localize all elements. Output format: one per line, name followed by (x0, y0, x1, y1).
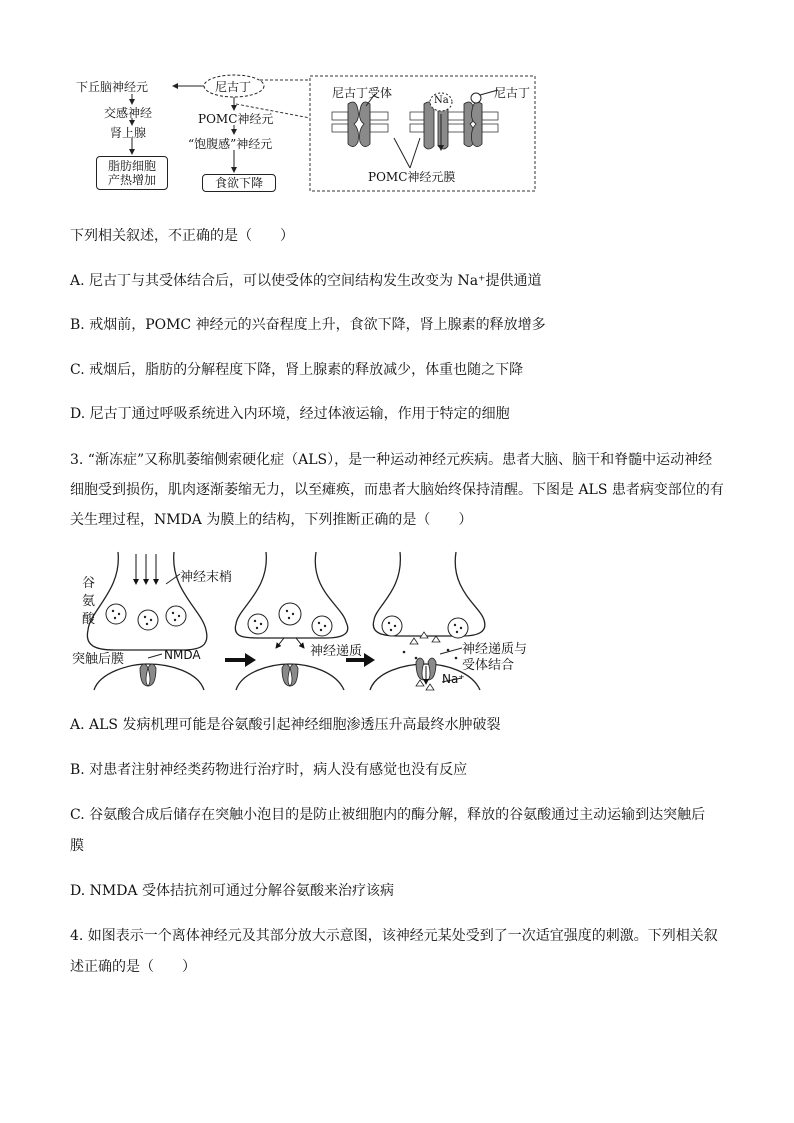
satiety-label: “饱腹感”神经元 (188, 137, 273, 151)
postsynaptic-label: 突触后膜 (72, 652, 125, 667)
membrane-label: POMC神经元膜 (368, 170, 456, 184)
figure-synapse-drawing (70, 550, 550, 695)
receptor-label: 尼古丁受体 (332, 86, 393, 100)
q3-line3: 关生理过程，NMDA 为膜上的结构，下列推断正确的是（ ） (70, 512, 473, 528)
q2-option-c: C. 戒烟后，脂肪的分解程度下降，肾上腺素的释放减少，体重也随之下降 (70, 362, 524, 378)
appetite-box: 食欲下降 (202, 174, 276, 192)
neurotransmitter-label: 神经递质 (310, 644, 363, 659)
q3-option-c-cont: 膜 (70, 838, 84, 854)
q4-line1: 4. 如图表示一个离体神经元及其部分放大示意图，该神经元某处受到了一次适宜强度的刺激。下列相关叙 (70, 928, 718, 944)
fat-cell-box (96, 156, 168, 190)
pomc-label: POMC神经元 (198, 112, 274, 126)
q2-stem: 下列相关叙述，不正确的是（ ） (70, 228, 294, 244)
adrenal-label: 肾上腺 (110, 126, 147, 140)
q2-option-d: D. 尼古丁通过呼吸系统进入内环境，经过体液运输，作用于特定的细胞 (70, 406, 510, 422)
nicotine-label: 尼古丁 (494, 86, 531, 100)
q2-option-a: A. 尼古丁与其受体结合后，可以使受体的空间结构发生改变为 Na⁺提供通道 (70, 273, 542, 289)
nicotine-oval-label: 尼古丁 (215, 80, 252, 94)
q4-line2: 述正确的是（ ） (70, 959, 196, 975)
glutamate-label-2: 氨 (82, 594, 96, 609)
binding-label-1: 神经递质与 (462, 642, 528, 657)
binding-label-2: 受体结合 (462, 658, 515, 673)
q3-line1: 3. “渐冻症”又称肌萎缩侧索硬化症（ALS），是一种运动神经元疾病。患者大脑、脑干和脊髓中运动神经 (70, 452, 713, 468)
figure-synapse (70, 550, 550, 695)
q3-option-a: A. ALS 发病机理可能是谷氨酸引起神经细胞渗透压升高最终水肿破裂 (70, 717, 501, 733)
q2-option-b: B. 戒烟前，POMC 神经元的兴奋程度上升，食欲下降，肾上腺素的释放增多 (70, 317, 546, 333)
glutamate-label-1: 谷 (82, 576, 96, 591)
q3-option-b: B. 对患者注射神经类药物进行治疗时，病人没有感觉也没有反应 (70, 762, 468, 778)
sympathetic-label: 交感神经 (104, 106, 153, 120)
fat-box-line1: 脂肪细胞 (107, 159, 156, 173)
figure-nicotine (70, 68, 540, 198)
q3-option-d: D. NMDA 受体拮抗剂可通过分解谷氨酸来治疗该病 (70, 883, 394, 899)
glutamate-label-3: 酸 (82, 612, 96, 627)
q3-line2: 细胞受到损伤，肌肉逐渐萎缩无力，以至瘫痪，而患者大脑始终保持清醒。下图是 ALS 患者病变部位的有 (70, 482, 724, 498)
fat-box-line2: 产热增加 (107, 173, 156, 187)
q3-option-c: C. 谷氨酸合成后储存在突触小泡目的是防止被细胞内的酶分解，释放的谷氨酸通过主动运输到达突触后 (70, 807, 706, 823)
nmda-label: NMDA (164, 648, 201, 662)
nerve-terminal-label: 神经末梢 (180, 570, 233, 585)
sodium-label: Na⁺ (442, 672, 465, 686)
na-label: Na (434, 95, 449, 106)
hypothalamus-label: 下丘脑神经元 (76, 80, 149, 94)
